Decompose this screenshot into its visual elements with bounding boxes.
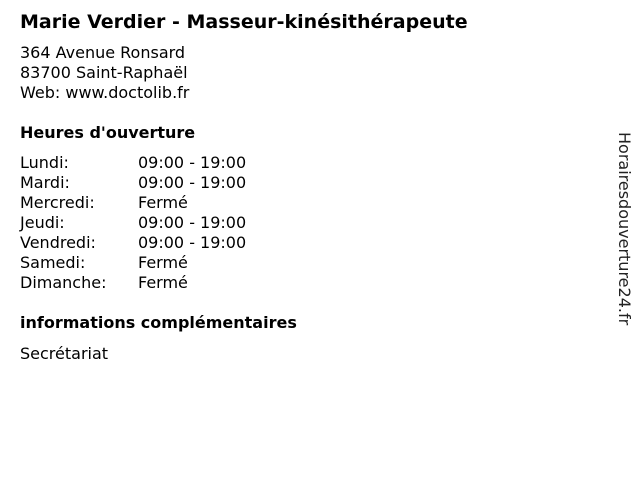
hours-value: 09:00 - 19:00 (138, 173, 247, 192)
hours-row-friday (20, 233, 246, 253)
day-label: Mardi: (20, 173, 70, 192)
day-label: Vendredi: (20, 233, 96, 252)
hours-value: 09:00 - 19:00 (138, 153, 247, 172)
hours-row-saturday (20, 253, 246, 273)
hours-value: 09:00 - 19:00 (138, 213, 247, 232)
hours-value: Fermé (138, 273, 188, 292)
opening-hours-table (20, 153, 246, 293)
opening-hours-heading: Heures d'ouverture (20, 123, 196, 142)
day-label: Mercredi: (20, 193, 95, 212)
site-watermark: Horairesdouverture24.fr (615, 132, 634, 326)
hours-value: Fermé (138, 253, 188, 272)
hours-row-tuesday (20, 173, 246, 193)
day-label: Dimanche: (20, 273, 107, 292)
address-block (20, 43, 189, 103)
website-link[interactable]: Web: www.doctolib.fr (20, 83, 190, 102)
day-label: Lundi: (20, 153, 69, 172)
additional-info-heading: informations complémentaires (20, 313, 297, 332)
hours-value: 09:00 - 19:00 (138, 233, 247, 252)
additional-info-text: Secrétariat (20, 344, 109, 363)
hours-row-thursday (20, 213, 246, 233)
page-title: Marie Verdier - Masseur-kinésithérapeute (20, 11, 468, 33)
hours-row-wednesday (20, 193, 246, 213)
day-label: Samedi: (20, 253, 86, 272)
address-street: 364 Avenue Ronsard (20, 43, 186, 62)
hours-row-monday (20, 153, 246, 173)
day-label: Jeudi: (20, 213, 65, 232)
address-city: 83700 Saint-Raphaël (20, 63, 188, 82)
hours-value: Fermé (138, 193, 188, 212)
hours-row-sunday (20, 273, 246, 293)
